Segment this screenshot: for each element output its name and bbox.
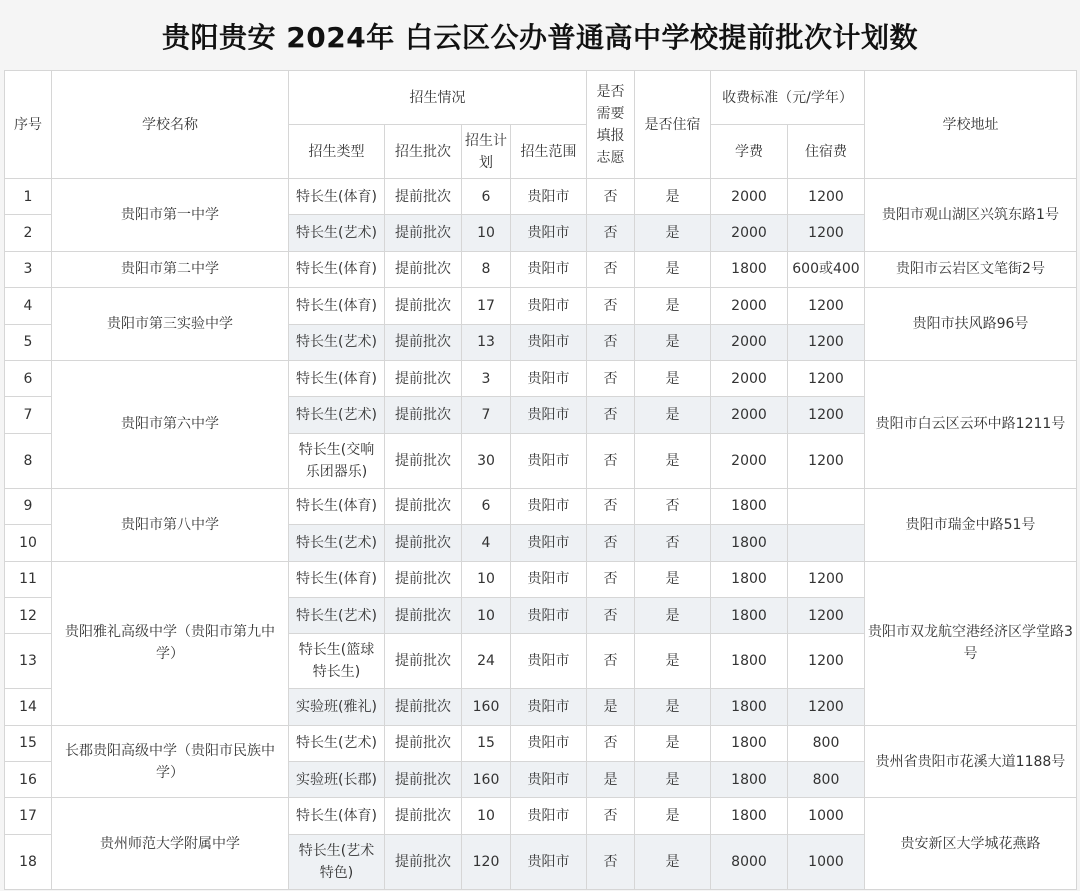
cell-lodging: 600或400 (788, 251, 865, 287)
cell-school-name: 贵阳市第二中学 (52, 251, 289, 287)
cell-batch: 提前批次 (385, 288, 462, 324)
cell-type: 特长生(体育) (289, 488, 385, 524)
cell-vol: 否 (587, 725, 635, 761)
cell-vol: 否 (587, 251, 635, 287)
cell-vol: 否 (587, 834, 635, 889)
cell-scope: 贵阳市 (511, 834, 587, 889)
header-need-volunteer: 是否需要填报志愿 (587, 71, 635, 179)
cell-plan: 30 (462, 433, 511, 488)
cell-scope: 贵阳市 (511, 251, 587, 287)
cell-lodging: 1200 (788, 597, 865, 633)
cell-type: 特长生(交响乐团器乐) (289, 433, 385, 488)
cell-index: 14 (5, 689, 52, 725)
cell-board: 是 (635, 762, 711, 798)
cell-scope: 贵阳市 (511, 525, 587, 561)
cell-vol: 是 (587, 689, 635, 725)
cell-type: 特长生(体育) (289, 179, 385, 215)
cell-index: 16 (5, 762, 52, 798)
cell-vol: 否 (587, 324, 635, 360)
cell-scope: 贵阳市 (511, 725, 587, 761)
cell-plan: 4 (462, 525, 511, 561)
cell-lodging: 1000 (788, 834, 865, 889)
cell-index: 17 (5, 798, 52, 834)
cell-board: 否 (635, 488, 711, 524)
cell-board: 是 (635, 324, 711, 360)
cell-plan: 3 (462, 360, 511, 396)
cell-school-address: 贵阳市瑞金中路51号 (865, 488, 1077, 561)
cell-board: 是 (635, 215, 711, 251)
cell-school-address: 贵安新区大学城花燕路 (865, 798, 1077, 889)
cell-tuition: 2000 (711, 397, 788, 433)
cell-type: 实验班(雅礼) (289, 689, 385, 725)
cell-scope: 贵阳市 (511, 798, 587, 834)
header-enroll-group: 招生情况 (289, 71, 587, 125)
cell-plan: 160 (462, 762, 511, 798)
cell-tuition: 2000 (711, 288, 788, 324)
cell-plan: 24 (462, 634, 511, 689)
header-fee-group: 收费标准（元/学年） (711, 71, 865, 125)
cell-board: 是 (635, 798, 711, 834)
cell-vol: 否 (587, 288, 635, 324)
header-school: 学校名称 (52, 71, 289, 179)
table-row (5, 561, 1077, 597)
cell-board: 否 (635, 525, 711, 561)
cell-tuition: 1800 (711, 597, 788, 633)
cell-plan: 160 (462, 689, 511, 725)
header-scope: 招生范围 (511, 125, 587, 179)
cell-scope: 贵阳市 (511, 634, 587, 689)
cell-tuition: 2000 (711, 433, 788, 488)
cell-tuition: 2000 (711, 215, 788, 251)
cell-lodging: 1200 (788, 433, 865, 488)
cell-board: 是 (635, 561, 711, 597)
cell-tuition: 1800 (711, 798, 788, 834)
cell-index: 15 (5, 725, 52, 761)
cell-batch: 提前批次 (385, 488, 462, 524)
cell-scope: 贵阳市 (511, 433, 587, 488)
cell-scope: 贵阳市 (511, 561, 587, 597)
table-row (5, 251, 1077, 287)
cell-plan: 10 (462, 597, 511, 633)
cell-tuition: 1800 (711, 525, 788, 561)
cell-vol: 否 (587, 360, 635, 396)
cell-type: 特长生(体育) (289, 561, 385, 597)
cell-tuition: 2000 (711, 360, 788, 396)
cell-batch: 提前批次 (385, 762, 462, 798)
cell-type: 特长生(篮球特长生) (289, 634, 385, 689)
cell-lodging (788, 525, 865, 561)
cell-vol: 否 (587, 433, 635, 488)
cell-batch: 提前批次 (385, 324, 462, 360)
cell-tuition: 8000 (711, 834, 788, 889)
cell-board: 是 (635, 397, 711, 433)
cell-type: 特长生(体育) (289, 251, 385, 287)
cell-index: 18 (5, 834, 52, 889)
cell-lodging: 800 (788, 725, 865, 761)
cell-school-address: 贵州省贵阳市花溪大道1188号 (865, 725, 1077, 798)
cell-index: 7 (5, 397, 52, 433)
cell-plan: 120 (462, 834, 511, 889)
cell-vol: 否 (587, 561, 635, 597)
cell-index: 13 (5, 634, 52, 689)
cell-tuition: 1800 (711, 689, 788, 725)
cell-tuition: 2000 (711, 179, 788, 215)
cell-vol: 否 (587, 215, 635, 251)
cell-type: 特长生(体育) (289, 288, 385, 324)
header-type: 招生类型 (289, 125, 385, 179)
cell-tuition: 1800 (711, 634, 788, 689)
header-tuition: 学费 (711, 125, 788, 179)
header-batch: 招生批次 (385, 125, 462, 179)
table-header (5, 71, 1077, 179)
cell-board: 是 (635, 433, 711, 488)
cell-batch: 提前批次 (385, 834, 462, 889)
cell-school-address: 贵阳市白云区云环中路1211号 (865, 360, 1077, 488)
cell-index: 9 (5, 488, 52, 524)
cell-scope: 贵阳市 (511, 397, 587, 433)
cell-tuition: 1800 (711, 251, 788, 287)
cell-batch: 提前批次 (385, 798, 462, 834)
plan-table (4, 70, 1077, 890)
cell-type: 特长生(艺术) (289, 525, 385, 561)
cell-index: 11 (5, 561, 52, 597)
cell-plan: 17 (462, 288, 511, 324)
cell-lodging (788, 488, 865, 524)
cell-vol: 否 (587, 488, 635, 524)
cell-batch: 提前批次 (385, 561, 462, 597)
cell-school-address: 贵阳市观山湖区兴筑东路1号 (865, 179, 1077, 252)
cell-scope: 贵阳市 (511, 360, 587, 396)
cell-school-name: 贵阳雅礼高级中学（贵阳市第九中学） (52, 561, 289, 725)
cell-scope: 贵阳市 (511, 179, 587, 215)
header-boarding: 是否住宿 (635, 71, 711, 179)
cell-vol: 否 (587, 179, 635, 215)
header-index: 序号 (5, 71, 52, 179)
cell-type: 特长生(艺术) (289, 397, 385, 433)
cell-type: 特长生(艺术) (289, 215, 385, 251)
cell-vol: 否 (587, 634, 635, 689)
cell-board: 是 (635, 179, 711, 215)
cell-lodging: 1200 (788, 360, 865, 396)
cell-batch: 提前批次 (385, 433, 462, 488)
cell-school-name: 贵阳市第一中学 (52, 179, 289, 252)
cell-index: 5 (5, 324, 52, 360)
cell-plan: 7 (462, 397, 511, 433)
cell-type: 特长生(艺术) (289, 324, 385, 360)
cell-plan: 10 (462, 215, 511, 251)
cell-board: 是 (635, 834, 711, 889)
cell-board: 是 (635, 288, 711, 324)
cell-scope: 贵阳市 (511, 488, 587, 524)
cell-lodging: 1200 (788, 634, 865, 689)
cell-lodging: 1200 (788, 561, 865, 597)
cell-board: 是 (635, 725, 711, 761)
cell-type: 特长生(艺术) (289, 597, 385, 633)
cell-school-name: 贵阳市第八中学 (52, 488, 289, 561)
cell-batch: 提前批次 (385, 689, 462, 725)
cell-batch: 提前批次 (385, 179, 462, 215)
cell-batch: 提前批次 (385, 397, 462, 433)
cell-plan: 10 (462, 561, 511, 597)
cell-school-address: 贵阳市云岩区文笔街2号 (865, 251, 1077, 287)
cell-type: 实验班(长郡) (289, 762, 385, 798)
cell-scope: 贵阳市 (511, 288, 587, 324)
cell-index: 3 (5, 251, 52, 287)
cell-vol: 否 (587, 597, 635, 633)
table-row (5, 725, 1077, 761)
cell-type: 特长生(体育) (289, 360, 385, 396)
cell-batch: 提前批次 (385, 215, 462, 251)
cell-batch: 提前批次 (385, 597, 462, 633)
cell-tuition: 1800 (711, 725, 788, 761)
cell-index: 1 (5, 179, 52, 215)
cell-type: 特长生(艺术特色) (289, 834, 385, 889)
cell-board: 是 (635, 689, 711, 725)
table-row (5, 288, 1077, 324)
cell-batch: 提前批次 (385, 360, 462, 396)
cell-lodging: 800 (788, 762, 865, 798)
cell-scope: 贵阳市 (511, 215, 587, 251)
cell-board: 是 (635, 597, 711, 633)
header-address: 学校地址 (865, 71, 1077, 179)
cell-plan: 8 (462, 251, 511, 287)
cell-school-name: 贵阳市第六中学 (52, 360, 289, 488)
cell-batch: 提前批次 (385, 725, 462, 761)
table-row (5, 798, 1077, 834)
cell-vol: 否 (587, 397, 635, 433)
cell-index: 6 (5, 360, 52, 396)
cell-lodging: 1200 (788, 689, 865, 725)
header-plan: 招生计划 (462, 125, 511, 179)
cell-plan: 10 (462, 798, 511, 834)
cell-index: 4 (5, 288, 52, 324)
cell-batch: 提前批次 (385, 251, 462, 287)
page-title: 贵阳贵安 2024年 白云区公办普通高中学校提前批次计划数 (162, 21, 918, 54)
cell-plan: 6 (462, 179, 511, 215)
cell-tuition: 2000 (711, 324, 788, 360)
cell-board: 是 (635, 634, 711, 689)
cell-plan: 15 (462, 725, 511, 761)
cell-scope: 贵阳市 (511, 689, 587, 725)
cell-tuition: 1800 (711, 561, 788, 597)
cell-lodging: 1200 (788, 324, 865, 360)
cell-vol: 否 (587, 525, 635, 561)
table-body (5, 179, 1077, 890)
cell-scope: 贵阳市 (511, 762, 587, 798)
cell-type: 特长生(体育) (289, 798, 385, 834)
cell-scope: 贵阳市 (511, 597, 587, 633)
cell-lodging: 1000 (788, 798, 865, 834)
cell-lodging: 1200 (788, 215, 865, 251)
cell-plan: 6 (462, 488, 511, 524)
cell-index: 10 (5, 525, 52, 561)
cell-plan: 13 (462, 324, 511, 360)
cell-scope: 贵阳市 (511, 324, 587, 360)
cell-type: 特长生(艺术) (289, 725, 385, 761)
cell-board: 是 (635, 251, 711, 287)
cell-school-name: 贵阳市第三实验中学 (52, 288, 289, 361)
table-row (5, 488, 1077, 524)
header-lodging: 住宿费 (788, 125, 865, 179)
cell-school-address: 贵阳市双龙航空港经济区学堂路3号 (865, 561, 1077, 725)
cell-vol: 否 (587, 798, 635, 834)
table-row (5, 360, 1077, 396)
cell-vol: 是 (587, 762, 635, 798)
cell-lodging: 1200 (788, 288, 865, 324)
cell-board: 是 (635, 360, 711, 396)
cell-index: 2 (5, 215, 52, 251)
table-row (5, 179, 1077, 215)
cell-lodging: 1200 (788, 397, 865, 433)
cell-school-name: 贵州师范大学附属中学 (52, 798, 289, 889)
cell-lodging: 1200 (788, 179, 865, 215)
cell-index: 8 (5, 433, 52, 488)
cell-index: 12 (5, 597, 52, 633)
cell-school-name: 长郡贵阳高级中学（贵阳市民族中学） (52, 725, 289, 798)
cell-batch: 提前批次 (385, 634, 462, 689)
cell-batch: 提前批次 (385, 525, 462, 561)
cell-tuition: 1800 (711, 762, 788, 798)
cell-tuition: 1800 (711, 488, 788, 524)
cell-school-address: 贵阳市扶风路96号 (865, 288, 1077, 361)
